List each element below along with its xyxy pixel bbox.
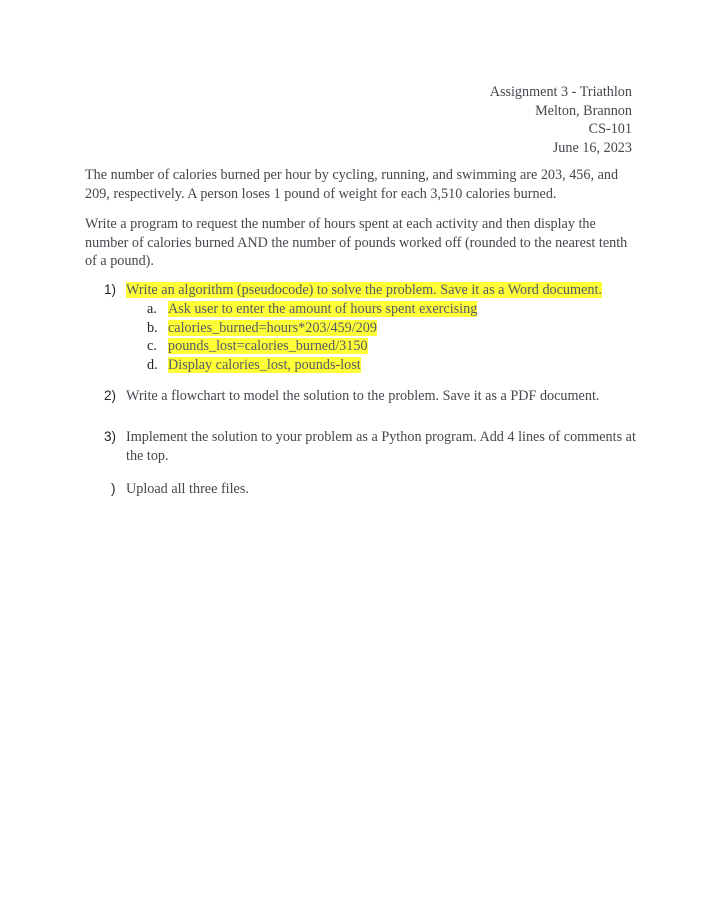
list-number: ) <box>111 481 116 496</box>
student-name: Melton, Brannon <box>535 102 632 119</box>
sublist-letter: d. <box>147 356 158 373</box>
document-date: June 16, 2023 <box>552 139 632 156</box>
task-description-paragraph: Write a program to request the number of hours spent at each activity and then display the number of calories burned AND the number of pounds worked off (rounded to the nearest tenth of a pound). <box>85 216 628 270</box>
list-item-text: Upload all three files. <box>126 481 249 497</box>
problem-description-paragraph: The number of calories burned per hour by cycling, running, and swimming are 203, 456, and 209, respectively. A person loses 1 pound of weight for each 3,510 calories burned. <box>85 167 619 202</box>
sublist-letter: b. <box>147 319 158 336</box>
sublist-item <box>85 300 645 319</box>
list-item-1 <box>85 281 645 300</box>
sublist-text: calories_burned=hours*203/459/209 <box>168 319 377 336</box>
list-item-4 <box>85 480 645 499</box>
course-code: CS-101 <box>588 121 632 138</box>
assignment-title: Assignment 3 - Triathlon <box>489 84 632 100</box>
sublist-letter: c. <box>147 338 157 355</box>
list-item-3 <box>85 428 645 465</box>
list-item-text: Implement the solution to your problem as a Python program. Add 4 lines of comments at the top. <box>126 429 636 464</box>
sublist-text: Display calories_lost, pounds-lost <box>168 356 361 373</box>
sublist-item <box>85 319 645 338</box>
sublist-item <box>85 337 645 356</box>
list-item-text: Write a flowchart to model the solution to the problem. Save it as a PDF document. <box>126 388 600 404</box>
sublist-item <box>85 356 645 375</box>
list-number: 3) <box>104 429 117 444</box>
pseudocode-sublist <box>85 300 645 374</box>
list-item-2 <box>85 387 645 406</box>
sublist-text: pounds_lost=calories_burned/3150 <box>168 338 368 355</box>
document-header <box>490 83 632 157</box>
list-number: 1) <box>104 282 117 297</box>
list-number: 2) <box>104 388 117 403</box>
sublist-text: Ask user to enter the amount of hours spent exercising <box>168 301 478 317</box>
sublist-letter: a. <box>147 301 157 317</box>
list-item-text: Write an algorithm (pseudocode) to solve the problem. Save it as a Word document. <box>126 282 602 298</box>
